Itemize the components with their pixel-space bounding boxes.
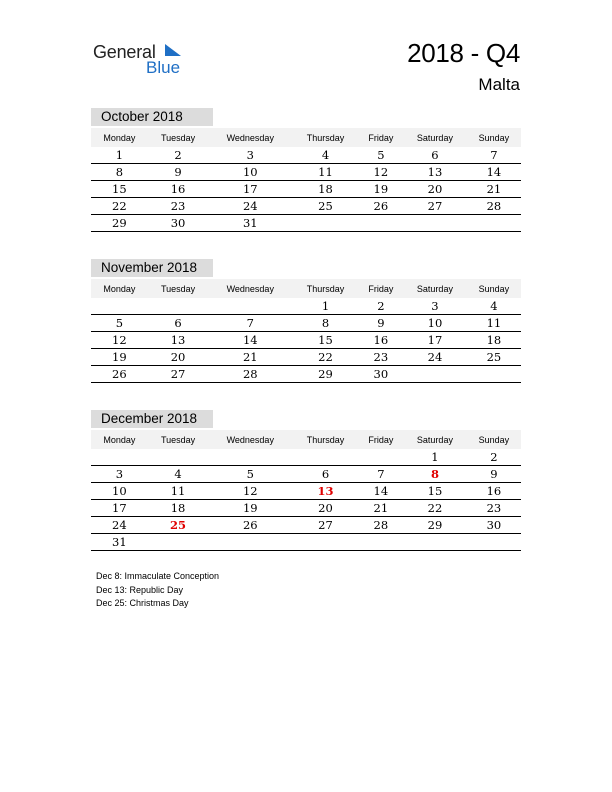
day-cell xyxy=(148,534,209,551)
day-cell: 5 xyxy=(91,315,148,332)
day-cell: 29 xyxy=(91,215,148,232)
page-title: 2018 - Q4 xyxy=(407,38,520,68)
day-cell: 10 xyxy=(91,483,148,500)
week-row xyxy=(91,298,521,315)
day-cell: 4 xyxy=(148,466,209,483)
day-cell: 15 xyxy=(403,483,467,500)
day-cell: 12 xyxy=(359,164,403,181)
week-row xyxy=(91,466,521,483)
day-cell: 9 xyxy=(148,164,209,181)
logo-blue-text: Blue xyxy=(146,58,181,77)
day-cell: 28 xyxy=(467,198,521,215)
day-cell: 21 xyxy=(208,349,292,366)
day-cell: 3 xyxy=(91,466,148,483)
day-cell: 23 xyxy=(148,198,209,215)
weekday-header: Wednesday xyxy=(208,279,292,298)
day-cell: 30 xyxy=(148,215,209,232)
day-cell: 7 xyxy=(359,466,403,483)
day-cell: 18 xyxy=(148,500,209,517)
day-cell xyxy=(292,534,358,551)
day-cell: 10 xyxy=(208,164,292,181)
day-cell: 4 xyxy=(292,147,358,164)
holiday-notes xyxy=(96,570,219,611)
logo-general-text: General xyxy=(93,42,156,62)
day-cell xyxy=(208,449,292,466)
day-cell: 1 xyxy=(403,449,467,466)
day-cell: 25 xyxy=(292,198,358,215)
day-cell: 17 xyxy=(208,181,292,198)
day-cell xyxy=(148,298,209,315)
day-cell: 8 xyxy=(292,315,358,332)
day-cell: 20 xyxy=(148,349,209,366)
weekday-header: Friday xyxy=(359,430,403,449)
day-cell: 31 xyxy=(91,534,148,551)
day-cell: 4 xyxy=(467,298,521,315)
weekday-header: Friday xyxy=(359,279,403,298)
day-cell xyxy=(292,449,358,466)
day-cell: 5 xyxy=(359,147,403,164)
day-cell: 19 xyxy=(208,500,292,517)
day-cell: 24 xyxy=(208,198,292,215)
day-cell: 14 xyxy=(467,164,521,181)
day-cell: 27 xyxy=(148,366,209,383)
week-row xyxy=(91,181,521,198)
day-cell: 19 xyxy=(91,349,148,366)
day-cell: 23 xyxy=(467,500,521,517)
day-cell xyxy=(403,534,467,551)
day-cell xyxy=(467,215,521,232)
day-cell: 10 xyxy=(403,315,467,332)
day-cell: 27 xyxy=(292,517,358,534)
day-cell: 15 xyxy=(91,181,148,198)
day-cell: 9 xyxy=(467,466,521,483)
day-cell: 2 xyxy=(148,147,209,164)
day-cell: 1 xyxy=(292,298,358,315)
day-cell: 11 xyxy=(292,164,358,181)
week-row xyxy=(91,315,521,332)
day-cell: 30 xyxy=(359,366,403,383)
day-cell: 31 xyxy=(208,215,292,232)
day-cell: 22 xyxy=(292,349,358,366)
day-cell xyxy=(403,215,467,232)
day-cell: 2 xyxy=(359,298,403,315)
day-cell: 27 xyxy=(403,198,467,215)
day-cell: 8 xyxy=(91,164,148,181)
day-cell: 21 xyxy=(359,500,403,517)
day-cell: 29 xyxy=(292,366,358,383)
day-cell: 14 xyxy=(208,332,292,349)
day-cell xyxy=(91,449,148,466)
day-cell: 15 xyxy=(292,332,358,349)
day-cell: 14 xyxy=(359,483,403,500)
month-december xyxy=(91,410,521,551)
calendar-grid xyxy=(91,279,521,383)
day-cell: 6 xyxy=(148,315,209,332)
day-cell: 18 xyxy=(292,181,358,198)
day-cell: 19 xyxy=(359,181,403,198)
day-cell: 21 xyxy=(467,181,521,198)
week-row xyxy=(91,483,521,500)
weekday-header: Tuesday xyxy=(148,430,209,449)
week-row xyxy=(91,500,521,517)
month-title: October 2018 xyxy=(91,108,213,126)
day-cell: 16 xyxy=(359,332,403,349)
day-cell xyxy=(91,298,148,315)
day-cell: 5 xyxy=(208,466,292,483)
weekday-header: Tuesday xyxy=(148,128,209,147)
day-cell xyxy=(292,215,358,232)
week-row xyxy=(91,198,521,215)
day-cell: 28 xyxy=(208,366,292,383)
weekday-header: Thursday xyxy=(292,279,358,298)
weekday-header: Monday xyxy=(91,128,148,147)
day-cell xyxy=(467,366,521,383)
day-cell: 8 xyxy=(403,466,467,483)
day-cell: 23 xyxy=(359,349,403,366)
week-row xyxy=(91,449,521,466)
month-october xyxy=(91,108,521,232)
weekday-header: Sunday xyxy=(467,430,521,449)
day-cell: 13 xyxy=(292,483,358,500)
day-cell: 25 xyxy=(467,349,521,366)
day-cell: 25 xyxy=(148,517,209,534)
day-cell: 24 xyxy=(403,349,467,366)
day-cell: 11 xyxy=(467,315,521,332)
month-title: December 2018 xyxy=(91,410,213,428)
day-cell: 16 xyxy=(148,181,209,198)
day-cell: 29 xyxy=(403,517,467,534)
day-cell xyxy=(359,534,403,551)
weekday-header: Friday xyxy=(359,128,403,147)
holiday-note: Dec 13: Republic Day xyxy=(96,584,184,595)
day-cell: 17 xyxy=(91,500,148,517)
day-cell: 6 xyxy=(403,147,467,164)
weekday-header: Saturday xyxy=(403,128,467,147)
weekday-header: Monday xyxy=(91,430,148,449)
weekday-header: Saturday xyxy=(403,430,467,449)
day-cell xyxy=(148,449,209,466)
weekday-header: Sunday xyxy=(467,128,521,147)
weekday-header: Saturday xyxy=(403,279,467,298)
weekday-header: Tuesday xyxy=(148,279,209,298)
day-cell: 30 xyxy=(467,517,521,534)
day-cell: 7 xyxy=(208,315,292,332)
day-cell xyxy=(359,449,403,466)
day-cell xyxy=(467,534,521,551)
day-cell: 26 xyxy=(359,198,403,215)
day-cell xyxy=(208,534,292,551)
month-title: November 2018 xyxy=(91,259,213,277)
day-cell: 12 xyxy=(91,332,148,349)
day-cell xyxy=(359,215,403,232)
day-cell: 18 xyxy=(467,332,521,349)
calendar-grid xyxy=(91,128,521,232)
day-cell: 6 xyxy=(292,466,358,483)
day-cell: 3 xyxy=(403,298,467,315)
week-row xyxy=(91,164,521,181)
weekday-header: Monday xyxy=(91,279,148,298)
day-cell: 3 xyxy=(208,147,292,164)
holiday-note: Dec 25: Christmas Day xyxy=(96,598,189,608)
day-cell: 22 xyxy=(91,198,148,215)
day-cell: 1 xyxy=(91,147,148,164)
weekday-header: Thursday xyxy=(292,128,358,147)
weekday-header: Thursday xyxy=(292,430,358,449)
logo-triangle-icon xyxy=(163,44,183,58)
day-cell: 2 xyxy=(467,449,521,466)
month-november xyxy=(91,259,521,383)
week-row xyxy=(91,366,521,383)
day-cell: 16 xyxy=(467,483,521,500)
day-cell: 7 xyxy=(467,147,521,164)
day-cell: 11 xyxy=(148,483,209,500)
day-cell: 26 xyxy=(91,366,148,383)
day-cell xyxy=(403,366,467,383)
week-row xyxy=(91,332,521,349)
weekday-header: Wednesday xyxy=(208,430,292,449)
week-row xyxy=(91,517,521,534)
day-cell: 26 xyxy=(208,517,292,534)
holiday-note: Dec 8: Immaculate Conception xyxy=(96,571,220,581)
day-cell: 20 xyxy=(292,500,358,517)
day-cell: 9 xyxy=(359,315,403,332)
country-name: Malta xyxy=(478,75,520,94)
day-cell: 17 xyxy=(403,332,467,349)
logo xyxy=(93,40,193,80)
day-cell: 20 xyxy=(403,181,467,198)
day-cell xyxy=(208,298,292,315)
calendar-grid xyxy=(91,430,521,551)
day-cell: 28 xyxy=(359,517,403,534)
week-row xyxy=(91,534,521,551)
day-cell: 13 xyxy=(148,332,209,349)
week-row xyxy=(91,215,521,232)
day-cell: 13 xyxy=(403,164,467,181)
weekday-header: Wednesday xyxy=(208,128,292,147)
day-cell: 12 xyxy=(208,483,292,500)
day-cell: 22 xyxy=(403,500,467,517)
day-cell: 24 xyxy=(91,517,148,534)
week-row xyxy=(91,349,521,366)
week-row xyxy=(91,147,521,164)
weekday-header: Sunday xyxy=(467,279,521,298)
